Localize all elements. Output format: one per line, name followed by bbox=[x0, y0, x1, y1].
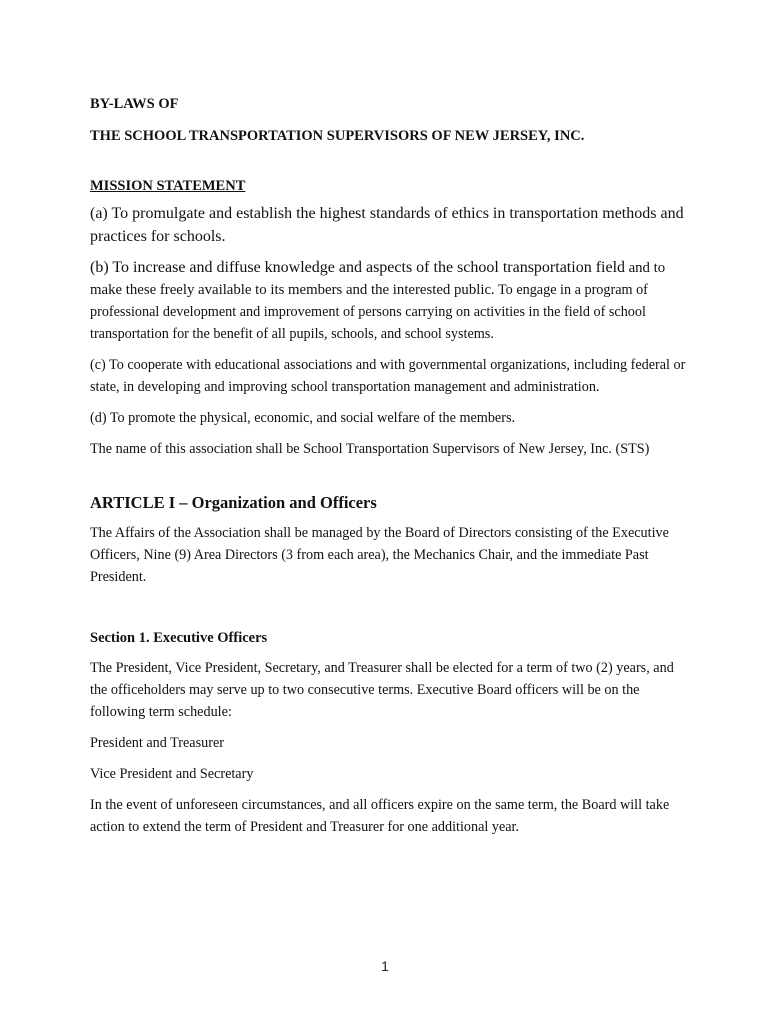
mission-item-d: (d) To promote the physical, economic, and social welfare of the members. bbox=[90, 410, 516, 426]
mission-item-b-continuation: and to make these freely available to its members and the interested public. bbox=[90, 260, 666, 298]
association-name-statement: The name of this association shall be School Transportation Supervisors of New Jersey, Inc. (STS) bbox=[90, 441, 650, 457]
document-body bbox=[90, 94, 686, 847]
term-schedule-item-1: President and Treasurer bbox=[90, 735, 224, 751]
section-1-closing: In the event of unforeseen circumstances, and all officers expire on the same term, the Board will take action to extend the term of President and Treasurer for one additional year. bbox=[90, 797, 670, 835]
mission-item-c: (c) To cooperate with educational associations and with governmental organizations, including federal or state, in developing and improving school transportation management and administration. bbox=[90, 357, 686, 395]
article-1-body: The Affairs of the Association shall be managed by the Board of Directors consisting of the Executive Officers, Nine (9) Area Directors (3 from each area), the Mechanics Chair, and the immediate Past President. bbox=[90, 525, 669, 585]
term-schedule-item-2: Vice President and Secretary bbox=[90, 766, 254, 782]
mission-item-b-lead: (b) To increase and diffuse knowledge and aspects of the school transportation field bbox=[90, 259, 626, 276]
mission-item-b bbox=[90, 257, 686, 345]
page-number: 1 bbox=[381, 958, 389, 974]
document-title-line2: THE SCHOOL TRANSPORTATION SUPERVISORS OF NEW JERSEY, INC. bbox=[90, 128, 585, 144]
mission-item-a: (a) To promulgate and establish the highest standards of ethics in transportation methods and practices for schools. bbox=[90, 205, 684, 245]
article-1-heading: ARTICLE I – Organization and Officers bbox=[90, 493, 377, 512]
mission-statement-heading: MISSION STATEMENT bbox=[90, 178, 246, 194]
mission-item-b-rest: To engage in a program of professional development and improvement of persons carrying on activities in the field of school transportation for the benefit of all pupils, schools, and school systems. bbox=[90, 282, 648, 342]
section-1-body: The President, Vice President, Secretary, and Treasurer shall be elected for a term of two (2) years, and the officeholders may serve up to two consecutive terms. Executive Board officers will be on the following term schedule: bbox=[90, 660, 674, 720]
section-1-heading: Section 1. Executive Officers bbox=[90, 630, 268, 646]
document-title-line1: BY-LAWS OF bbox=[90, 96, 179, 112]
